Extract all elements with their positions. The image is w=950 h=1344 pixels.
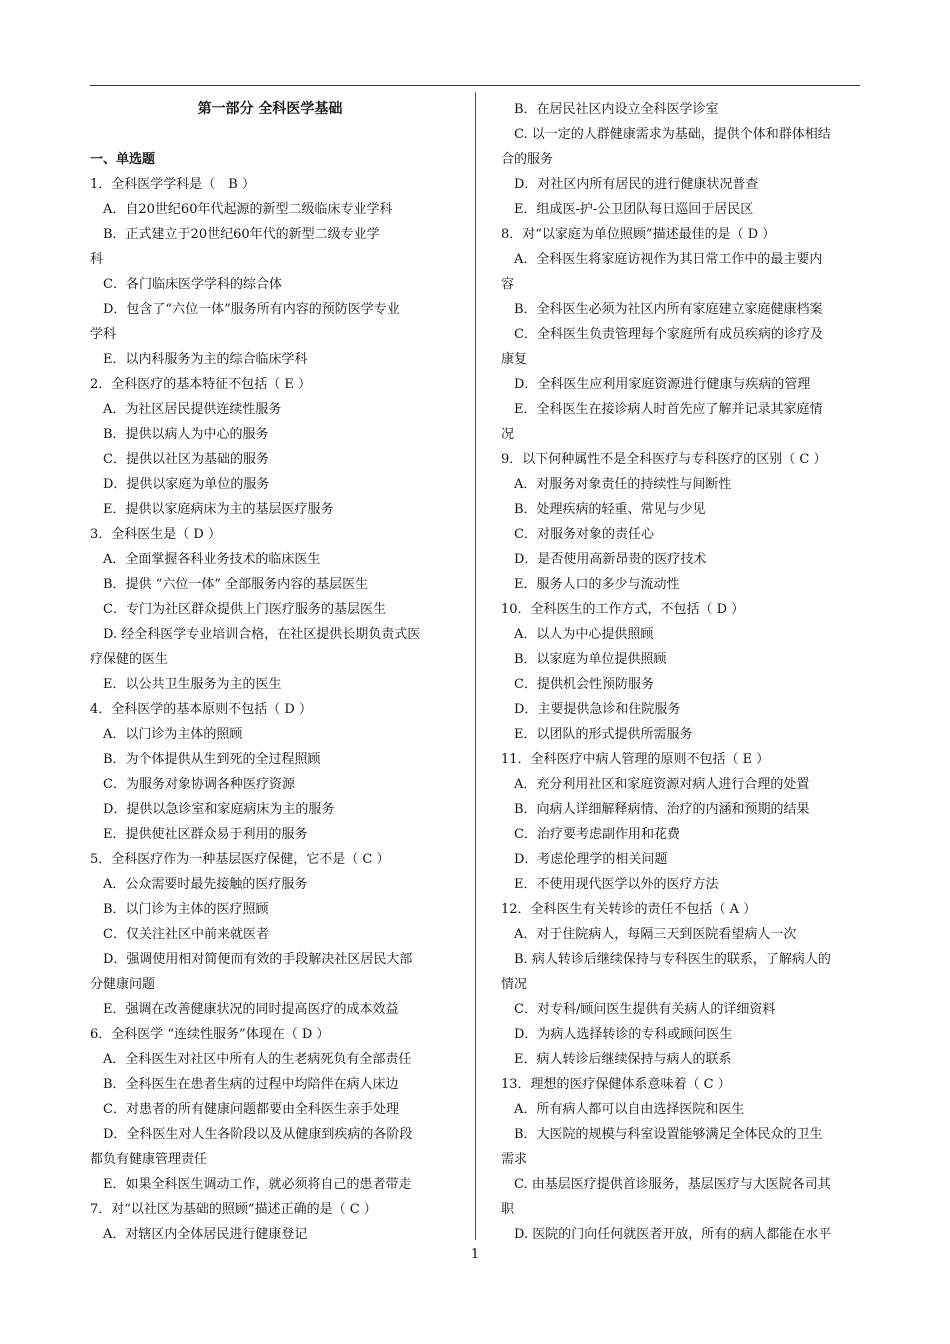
text-line: B．提供 “六位一体” 全部服务内容的基层医生 — [90, 577, 369, 592]
text-line: E．以团队的形式提供所需服务 — [501, 727, 693, 742]
text-line: A．以人为中心提供照顾 — [501, 627, 654, 642]
text-line: A．对于住院病人，每隔三天到医院看望病人一次 — [501, 927, 797, 942]
text-line: D．全科医生应利用家庭资源进行健康与疾病的管理 — [501, 377, 811, 392]
text-line: E．全科医生在接诊病人时首先应了解并记录其家庭情 — [501, 402, 823, 417]
text-line: D．包含了“六位一体”服务所有内容的预防医学专业 — [90, 302, 400, 317]
text-line: E．以公共卫生服务为主的医生 — [90, 677, 282, 692]
text-line: E．如果全科医生调动工作，就必须将自己的患者带走 — [90, 1177, 412, 1192]
text-line: 合的服务 — [501, 152, 554, 167]
text-line: A．为社区居民提供连续性服务 — [90, 402, 282, 417]
left-question-list — [90, 172, 450, 1247]
text-line: D. 经全科医学专业培训合格，在社区提供长期负责式医 — [90, 627, 421, 642]
top-rule — [90, 85, 860, 86]
text-line: A．以门诊为主体的照顾 — [90, 727, 243, 742]
text-line: C．为服务对象协调各种医疗资源 — [90, 777, 295, 792]
text-line: 康复 — [501, 352, 528, 367]
text-line: 3．全科医生是（ D ） — [90, 527, 221, 542]
text-line: B．正式建立于20世纪60年代的新型二级专业学 — [90, 227, 380, 242]
text-line: 学科 — [90, 327, 117, 342]
text-line: 9．以下何种属性不是全科医疗与专科医疗的区别（ C ） — [501, 452, 827, 467]
text-line: 11．全科医疗中病人管理的原则不包括（ E ） — [501, 752, 770, 767]
text-line: A．全科医生对社区中所有人的生老病死负有全部责任 — [90, 1052, 412, 1067]
text-line: E．强调在改善健康状况的同时提高医疗的成本效益 — [90, 1002, 399, 1017]
text-line: C．提供机会性预防服务 — [501, 677, 654, 692]
text-line: C．治疗要考虑副作用和花费 — [501, 827, 680, 842]
text-line: 都负有健康管理责任 — [90, 1152, 208, 1167]
text-line: 职 — [501, 1202, 515, 1217]
text-line: D．提供以急诊室和家庭病床为主的服务 — [90, 802, 335, 817]
text-line: B．为个体提供从生到死的全过程照顾 — [90, 752, 321, 767]
text-line: A．对服务对象责任的持续性与间断性 — [501, 477, 732, 492]
right-column — [501, 97, 861, 1247]
text-line: C．各门临床医学学科的综合体 — [90, 277, 282, 292]
text-line: D．为病人选择转诊的专科或顾问医生 — [501, 1027, 733, 1042]
text-line: 13．理想的医疗保健体系意味着（ C ） — [501, 1077, 731, 1092]
text-line: B．提供以病人为中心的服务 — [90, 427, 269, 442]
text-line: C．提供以社区为基础的服务 — [90, 452, 269, 467]
text-line: C．对患者的所有健康问题都要由全科医生亲手处理 — [90, 1102, 399, 1117]
text-line: 疗保健的医生 — [90, 652, 169, 667]
text-line: A．自20世纪60年代起源的新型二级临床专业学科 — [90, 202, 393, 217]
right-question-list — [501, 97, 861, 1247]
text-line: D．强调使用相对简便而有效的手段解决社区居民大部 — [90, 952, 413, 967]
text-line: A．全科医生将家庭访视作为其日常工作中的最主要内 — [501, 252, 823, 267]
text-line: D．全科医生对人生各阶段以及从健康到疾病的各阶段 — [90, 1127, 413, 1142]
text-line: E．组成医-护-公卫团队每日巡回于居民区 — [501, 202, 754, 217]
text-line: B．全科医生必须为社区内所有家庭建立家庭健康档案 — [501, 302, 823, 317]
text-line: 5．全科医疗作为一种基层医疗保健，它不是（ C ） — [90, 852, 390, 867]
text-line: E．提供以家庭病床为主的基层医疗服务 — [90, 502, 334, 517]
text-line: D. 医院的门向任何就医者开放，所有的病人都能在水平 — [501, 1227, 832, 1242]
text-line: 需求 — [501, 1152, 528, 1167]
text-line: B．全科医生在患者生病的过程中均陪伴在病人床边 — [90, 1077, 399, 1092]
text-line: A．充分利用社区和家庭资源对病人进行合理的处置 — [501, 777, 810, 792]
text-line: D．是否使用高新昂贵的医疗技术 — [501, 552, 707, 567]
text-line: 情况 — [501, 977, 528, 992]
text-line: A．对辖区内全体居民进行健康登记 — [90, 1227, 308, 1242]
text-line: A．所有病人都可以自由选择医院和医生 — [501, 1102, 745, 1117]
text-line: 科 — [90, 252, 104, 267]
text-line: B．以门诊为主体的医疗照顾 — [90, 902, 269, 917]
text-line: B．在居民社区内设立全科医学诊室 — [501, 102, 719, 117]
left-column — [90, 97, 450, 1247]
text-line: 4．全科医学的基本原则不包括（ D ） — [90, 702, 312, 717]
document-title: 第一部分 全科医学基础 — [197, 101, 343, 117]
text-line: 8．对“以家庭为单位照顾”描述最佳的是（ D ） — [501, 227, 776, 242]
text-line: C. 以一定的人群健康需求为基础，提供个体和群体相结 — [501, 127, 831, 142]
spacer — [90, 122, 450, 147]
text-line: 2．全科医疗的基本特征不包括（ E ） — [90, 377, 312, 392]
page-number: 1 — [470, 1247, 480, 1262]
text-line: E．病人转诊后继续保持与病人的联系 — [501, 1052, 732, 1067]
text-line: E．服务人口的多少与流动性 — [501, 577, 680, 592]
text-line: 1．全科医学学科是（ B ） — [90, 177, 255, 192]
text-line: B. 病人转诊后继续保持与专科医生的联系，了解病人的 — [501, 952, 831, 967]
text-line: D．考虑伦理学的相关问题 — [501, 852, 668, 867]
text-line: C．对专科/顾问医生提供有关病人的详细资料 — [501, 1002, 776, 1017]
text-line: C．专门为社区群众提供上门医疗服务的基层医生 — [90, 602, 386, 617]
text-line: 12．全科医生有关转诊的责任不包括（ A ） — [501, 902, 757, 917]
text-line: C．全科医生负责管理每个家庭所有成员疾病的诊疗及 — [501, 327, 823, 342]
text-line: B．向病人详细解释病情、治疗的内涵和预期的结果 — [501, 802, 810, 817]
column-divider — [475, 92, 476, 1240]
text-line: 6．全科医学 “连续性服务”体现在（ D ） — [90, 1027, 330, 1042]
text-line: 容 — [501, 277, 515, 292]
text-line: C. 由基层医疗提供首诊服务，基层医疗与大医院各司其 — [501, 1177, 831, 1192]
text-line: A．公众需要时最先接触的医疗服务 — [90, 877, 308, 892]
text-line: A．全面掌握各科业务技术的临床医生 — [90, 552, 321, 567]
text-line: 7．对“以社区为基础的照顾”描述正确的是（ C ） — [90, 1202, 377, 1217]
text-line: D．提供以家庭为单位的服务 — [90, 477, 270, 492]
text-line: C．对服务对象的责任心 — [501, 527, 654, 542]
text-line: E．提供使社区群众易于利用的服务 — [90, 827, 308, 842]
text-line: 况 — [501, 427, 515, 442]
text-line: D．对社区内所有居民的进行健康状况普查 — [501, 177, 759, 192]
text-line: B．大医院的规模与科室设置能够满足全体民众的卫生 — [501, 1127, 823, 1142]
text-line: E．以内科服务为主的综合临床学科 — [90, 352, 308, 367]
text-line: B．以家庭为单位提供照顾 — [501, 652, 667, 667]
text-line: D．主要提供急诊和住院服务 — [501, 702, 681, 717]
text-line: E．不使用现代医学以外的医疗方法 — [501, 877, 719, 892]
text-line: C．仅关注社区中前来就医者 — [90, 927, 269, 942]
text-line: 分健康问题 — [90, 977, 156, 992]
section-heading: 一、单选题 — [90, 152, 156, 167]
text-line: 10．全科医生的工作方式，不包括（ D ） — [501, 602, 745, 617]
text-line: B．处理疾病的轻重、常见与少见 — [501, 502, 706, 517]
